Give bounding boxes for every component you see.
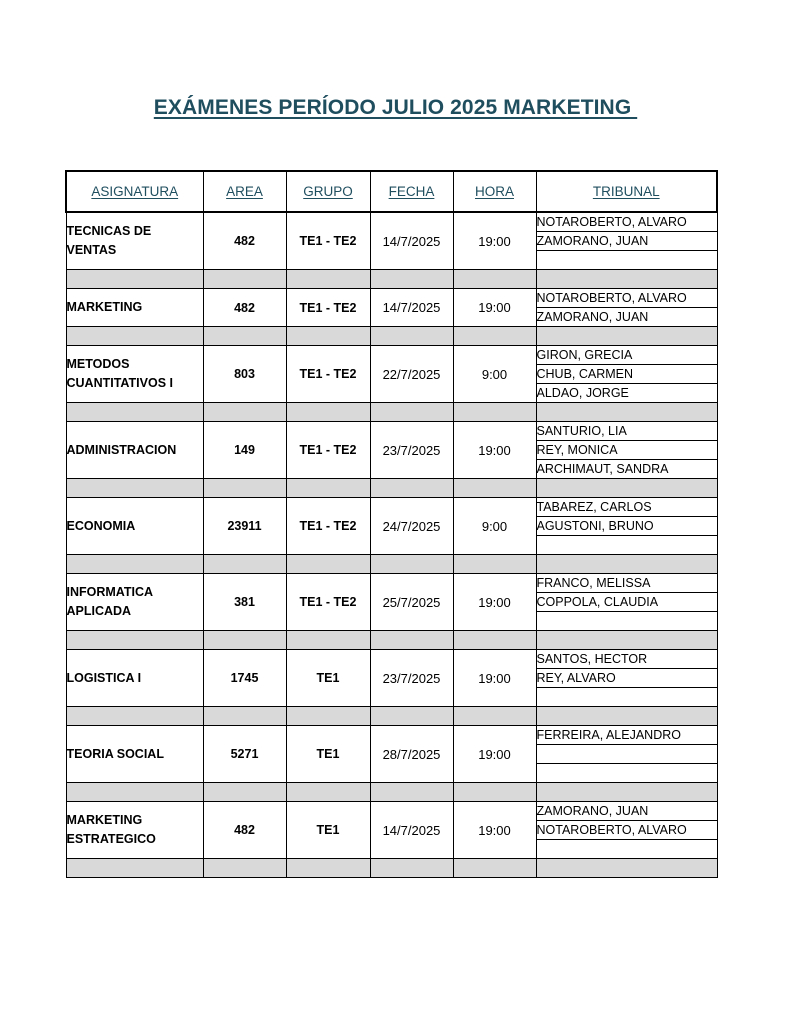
separator-cell bbox=[66, 859, 203, 878]
date-cell: 22/7/2025 bbox=[370, 346, 453, 403]
time-cell: 19:00 bbox=[453, 212, 536, 270]
separator-cell bbox=[453, 859, 536, 878]
separator-cell bbox=[453, 707, 536, 726]
time-cell: 9:00 bbox=[453, 346, 536, 403]
table-row bbox=[66, 289, 717, 308]
exam-table bbox=[65, 170, 718, 878]
tribunal-member-cell bbox=[536, 688, 717, 707]
separator-cell bbox=[536, 270, 717, 289]
separator-cell bbox=[66, 631, 203, 650]
separator-cell bbox=[286, 270, 370, 289]
date-cell: 14/7/2025 bbox=[370, 212, 453, 270]
separator-cell bbox=[286, 327, 370, 346]
header-hora: HORA bbox=[453, 171, 536, 212]
tribunal-member-cell: ZAMORANO, JUAN bbox=[536, 232, 717, 251]
separator-cell bbox=[286, 707, 370, 726]
time-cell: 19:00 bbox=[453, 422, 536, 479]
subject-cell: TEORIA SOCIAL bbox=[66, 726, 203, 783]
subject-cell: TECNICAS DE VENTAS bbox=[66, 212, 203, 270]
group-cell: TE1 - TE2 bbox=[286, 574, 370, 631]
separator-cell bbox=[286, 403, 370, 422]
separator-cell bbox=[536, 631, 717, 650]
tribunal-member-cell: ZAMORANO, JUAN bbox=[536, 308, 717, 327]
separator-cell bbox=[453, 403, 536, 422]
tribunal-member-cell: SANTURIO, LIA bbox=[536, 422, 717, 441]
separator-cell bbox=[203, 327, 286, 346]
separator-cell bbox=[370, 403, 453, 422]
time-cell: 19:00 bbox=[453, 802, 536, 859]
separator-cell bbox=[536, 479, 717, 498]
area-cell: 482 bbox=[203, 212, 286, 270]
header-fecha: FECHA bbox=[370, 171, 453, 212]
area-cell: 149 bbox=[203, 422, 286, 479]
header-tribunal: TRIBUNAL bbox=[536, 171, 717, 212]
separator-cell bbox=[286, 555, 370, 574]
area-cell: 482 bbox=[203, 289, 286, 327]
page-title: EXÁMENES PERÍODO JULIO 2025 MARKETING bbox=[153, 96, 638, 119]
tribunal-member-cell bbox=[536, 251, 717, 270]
separator-row bbox=[66, 783, 717, 802]
separator-cell bbox=[66, 403, 203, 422]
group-cell: TE1 - TE2 bbox=[286, 212, 370, 270]
separator-cell bbox=[453, 555, 536, 574]
area-cell: 803 bbox=[203, 346, 286, 403]
header-row bbox=[66, 171, 717, 212]
date-cell: 14/7/2025 bbox=[370, 802, 453, 859]
group-cell: TE1 - TE2 bbox=[286, 422, 370, 479]
header-grupo: GRUPO bbox=[286, 171, 370, 212]
separator-cell bbox=[286, 631, 370, 650]
tribunal-member-cell bbox=[536, 840, 717, 859]
table-row bbox=[66, 498, 717, 517]
time-cell: 9:00 bbox=[453, 498, 536, 555]
separator-cell bbox=[203, 555, 286, 574]
date-cell: 14/7/2025 bbox=[370, 289, 453, 327]
table-row bbox=[66, 650, 717, 669]
date-cell: 23/7/2025 bbox=[370, 650, 453, 707]
tribunal-member-cell: SANTOS, HECTOR bbox=[536, 650, 717, 669]
separator-cell bbox=[453, 479, 536, 498]
date-cell: 25/7/2025 bbox=[370, 574, 453, 631]
separator-row bbox=[66, 555, 717, 574]
area-cell: 482 bbox=[203, 802, 286, 859]
tribunal-member-cell bbox=[536, 536, 717, 555]
tribunal-member-cell: ZAMORANO, JUAN bbox=[536, 802, 717, 821]
separator-cell bbox=[66, 783, 203, 802]
subject-cell: LOGISTICA I bbox=[66, 650, 203, 707]
separator-cell bbox=[536, 555, 717, 574]
tribunal-member-cell: REY, ALVARO bbox=[536, 669, 717, 688]
separator-cell bbox=[66, 707, 203, 726]
area-cell: 1745 bbox=[203, 650, 286, 707]
subject-cell: MARKETING bbox=[66, 289, 203, 327]
table-row bbox=[66, 802, 717, 821]
tribunal-member-cell: FERREIRA, ALEJANDRO bbox=[536, 726, 717, 745]
separator-cell bbox=[286, 859, 370, 878]
separator-cell bbox=[66, 270, 203, 289]
separator-cell bbox=[203, 707, 286, 726]
separator-cell bbox=[370, 707, 453, 726]
tribunal-member-cell: ALDAO, JORGE bbox=[536, 384, 717, 403]
tribunal-member-cell: NOTAROBERTO, ALVARO bbox=[536, 821, 717, 840]
exam-table-body bbox=[66, 212, 717, 878]
subject-cell: METODOS CUANTITATIVOS I bbox=[66, 346, 203, 403]
header-asignatura: ASIGNATURA bbox=[66, 171, 203, 212]
table-row bbox=[66, 726, 717, 745]
separator-cell bbox=[536, 403, 717, 422]
subject-cell: INFORMATICA APLICADA bbox=[66, 574, 203, 631]
tribunal-member-cell: AGUSTONI, BRUNO bbox=[536, 517, 717, 536]
header-area: AREA bbox=[203, 171, 286, 212]
separator-cell bbox=[203, 479, 286, 498]
separator-cell bbox=[66, 555, 203, 574]
separator-cell bbox=[370, 327, 453, 346]
separator-row bbox=[66, 707, 717, 726]
separator-cell bbox=[203, 783, 286, 802]
separator-cell bbox=[203, 270, 286, 289]
tribunal-member-cell: COPPOLA, CLAUDIA bbox=[536, 593, 717, 612]
tribunal-member-cell: GIRON, GRECIA bbox=[536, 346, 717, 365]
tribunal-member-cell: FRANCO, MELISSA bbox=[536, 574, 717, 593]
group-cell: TE1 bbox=[286, 650, 370, 707]
date-cell: 23/7/2025 bbox=[370, 422, 453, 479]
tribunal-member-cell: CHUB, CARMEN bbox=[536, 365, 717, 384]
separator-cell bbox=[370, 859, 453, 878]
time-cell: 19:00 bbox=[453, 650, 536, 707]
separator-cell bbox=[370, 270, 453, 289]
separator-cell bbox=[536, 859, 717, 878]
separator-cell bbox=[370, 631, 453, 650]
table-row bbox=[66, 212, 717, 232]
separator-row bbox=[66, 859, 717, 878]
separator-cell bbox=[203, 403, 286, 422]
separator-cell bbox=[453, 783, 536, 802]
tribunal-member-cell bbox=[536, 745, 717, 764]
table-row bbox=[66, 574, 717, 593]
tribunal-member-cell: TABAREZ, CARLOS bbox=[536, 498, 717, 517]
separator-cell bbox=[536, 327, 717, 346]
tribunal-member-cell: REY, MONICA bbox=[536, 441, 717, 460]
separator-cell bbox=[536, 707, 717, 726]
separator-cell bbox=[370, 555, 453, 574]
separator-row bbox=[66, 479, 717, 498]
tribunal-member-cell: NOTAROBERTO, ALVARO bbox=[536, 289, 717, 308]
group-cell: TE1 bbox=[286, 726, 370, 783]
area-cell: 23911 bbox=[203, 498, 286, 555]
group-cell: TE1 - TE2 bbox=[286, 498, 370, 555]
separator-cell bbox=[286, 479, 370, 498]
group-cell: TE1 bbox=[286, 802, 370, 859]
area-cell: 5271 bbox=[203, 726, 286, 783]
separator-cell bbox=[370, 479, 453, 498]
subject-cell: ADMINISTRACION bbox=[66, 422, 203, 479]
tribunal-member-cell: ARCHIMAUT, SANDRA bbox=[536, 460, 717, 479]
separator-row bbox=[66, 403, 717, 422]
time-cell: 19:00 bbox=[453, 574, 536, 631]
table-row bbox=[66, 422, 717, 441]
separator-cell bbox=[536, 783, 717, 802]
separator-cell bbox=[66, 327, 203, 346]
area-cell: 381 bbox=[203, 574, 286, 631]
group-cell: TE1 - TE2 bbox=[286, 346, 370, 403]
time-cell: 19:00 bbox=[453, 726, 536, 783]
date-cell: 28/7/2025 bbox=[370, 726, 453, 783]
separator-cell bbox=[203, 631, 286, 650]
date-cell: 24/7/2025 bbox=[370, 498, 453, 555]
separator-cell bbox=[453, 270, 536, 289]
tribunal-member-cell bbox=[536, 612, 717, 631]
subject-cell: MARKETING ESTRATEGICO bbox=[66, 802, 203, 859]
separator-cell bbox=[453, 327, 536, 346]
table-row bbox=[66, 346, 717, 365]
separator-cell bbox=[203, 859, 286, 878]
subject-cell: ECONOMIA bbox=[66, 498, 203, 555]
separator-cell bbox=[453, 631, 536, 650]
tribunal-member-cell: NOTAROBERTO, ALVARO bbox=[536, 212, 717, 232]
tribunal-member-cell bbox=[536, 764, 717, 783]
group-cell: TE1 - TE2 bbox=[286, 289, 370, 327]
separator-cell bbox=[66, 479, 203, 498]
separator-row bbox=[66, 270, 717, 289]
separator-row bbox=[66, 327, 717, 346]
separator-cell bbox=[370, 783, 453, 802]
separator-cell bbox=[286, 783, 370, 802]
separator-row bbox=[66, 631, 717, 650]
time-cell: 19:00 bbox=[453, 289, 536, 327]
